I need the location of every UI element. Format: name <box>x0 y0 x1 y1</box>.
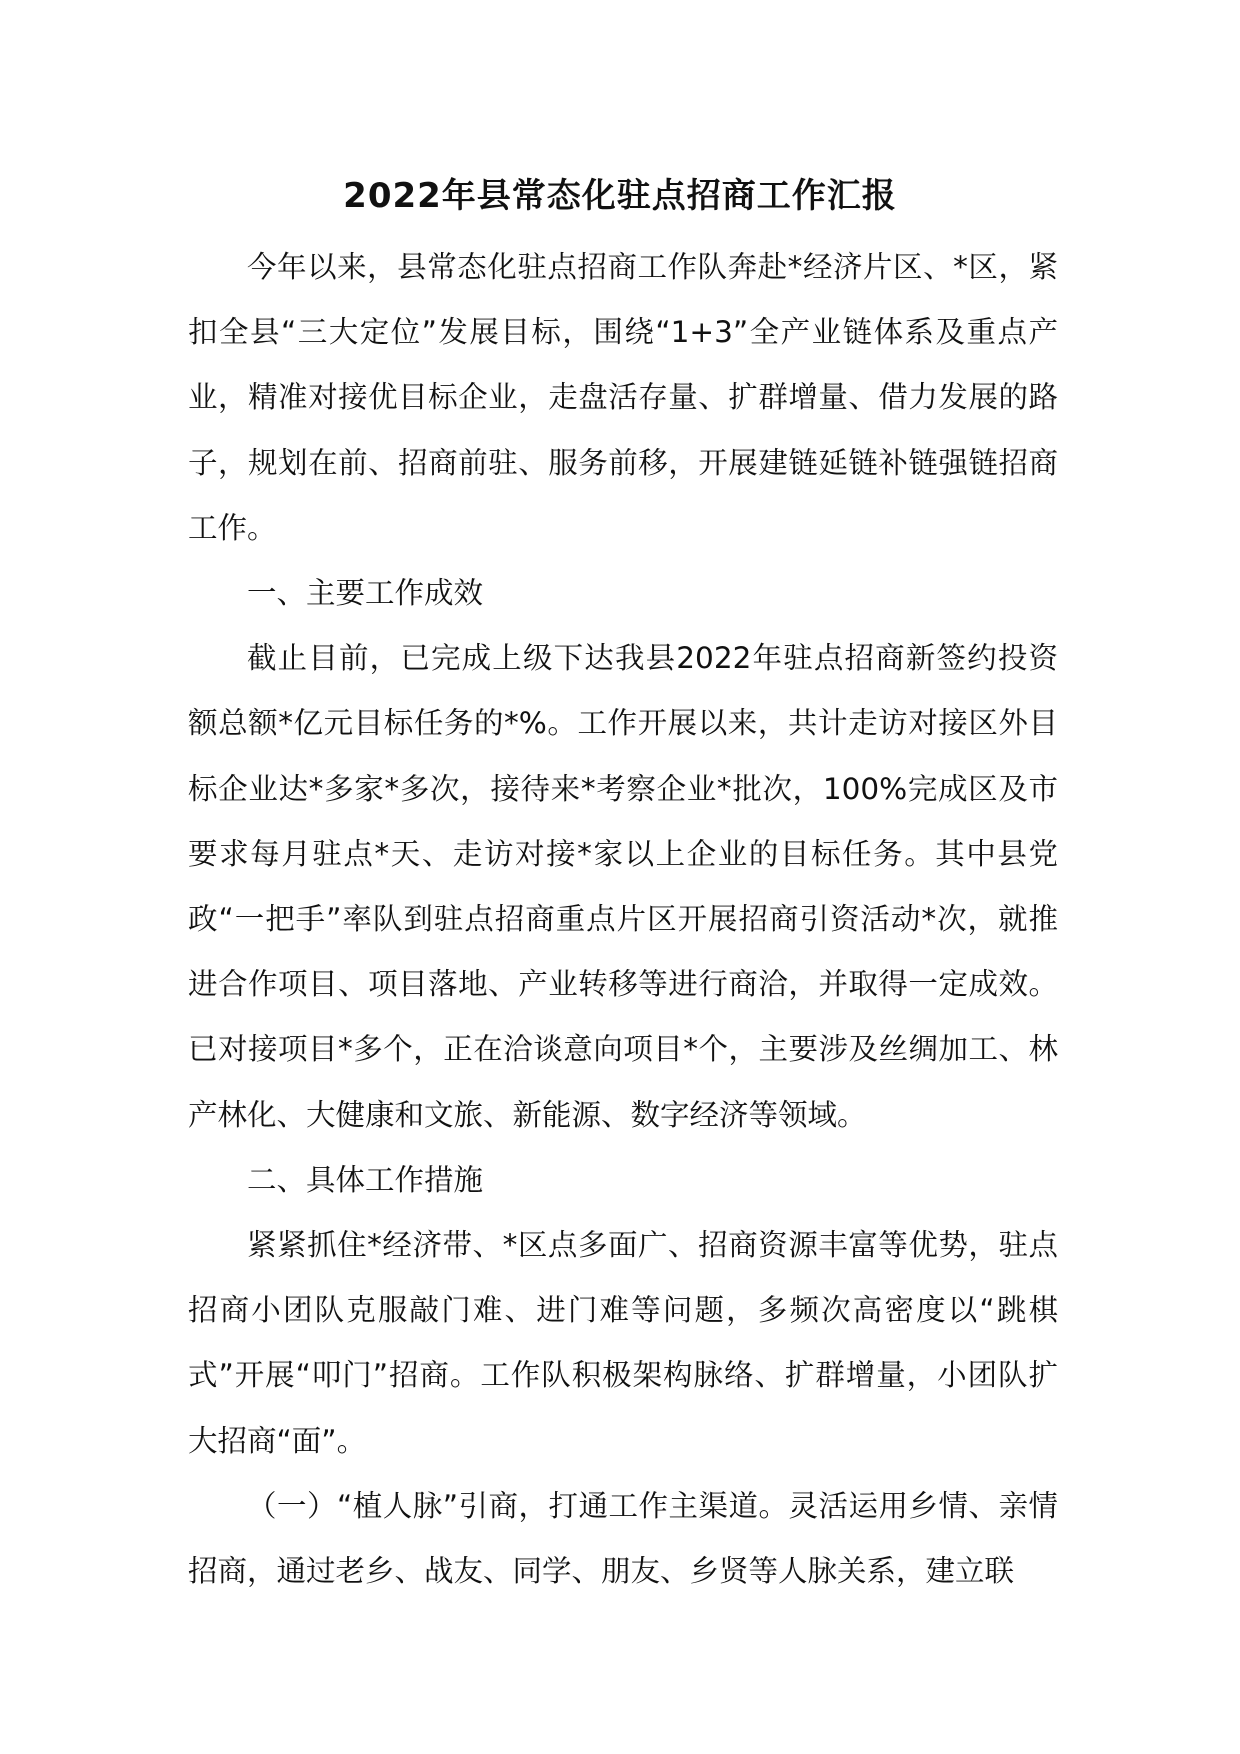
paragraph-measure-one: （一）“植人脉”引商，打通工作主渠道。灵活运用乡情、亲情招商，通过老乡、战友、同学、朋友、乡贤等人脉关系，建立联 <box>188 1488 1058 1589</box>
document-title: 2022年县常态化驻点招商工作汇报 <box>343 176 897 216</box>
paragraph-achievements: 截止目前，已完成上级下达我县2022年驻点招商新签约投资额总额*亿元目标任务的*%。工作开展以来，共计走访对接区外目标企业达*多家*多次，接待来*考察企业*批次，100%完成区及市要求每月驻点*天、走访对接*家以上企业的目标任务。其中县党政“一把手”率队到驻点招商重点片区开展招商引资活动*次，就推进合作项目、项目落地、产业转移等进行商洽，并取得一定成效。已对接项目*多个，正在洽谈意向项目*个，主要涉及丝绸加工、林产林化、大健康和文旅、新能源、数字经济等领域。 <box>188 641 1058 1132</box>
document-body <box>188 235 1058 1604</box>
section-heading-achievements: 一、主要工作成效 <box>247 576 484 611</box>
paragraph-intro: 今年以来，县常态化驻点招商工作队奔赴*经济片区、*区，紧扣全县“三大定位”发展目标，围绕“1+3”全产业链体系及重点产业，精准对接优目标企业，走盘活存量、扩群增量、借力发展的路子，规划在前、招商前驻、服务前移，开展建链延链补链强链招商工作。 <box>188 250 1058 545</box>
paragraph-measures: 紧紧抓住*经济带、*区点多面广、招商资源丰富等优势，驻点招商小团队克服敲门难、进门难等问题，多频次高密度以“跳棋式”开展“叩门”招商。工作队积极架构脉络、扩群增量，小团队扩大招商“面”。 <box>188 1228 1058 1458</box>
section-heading-measures: 二、具体工作措施 <box>247 1162 484 1197</box>
